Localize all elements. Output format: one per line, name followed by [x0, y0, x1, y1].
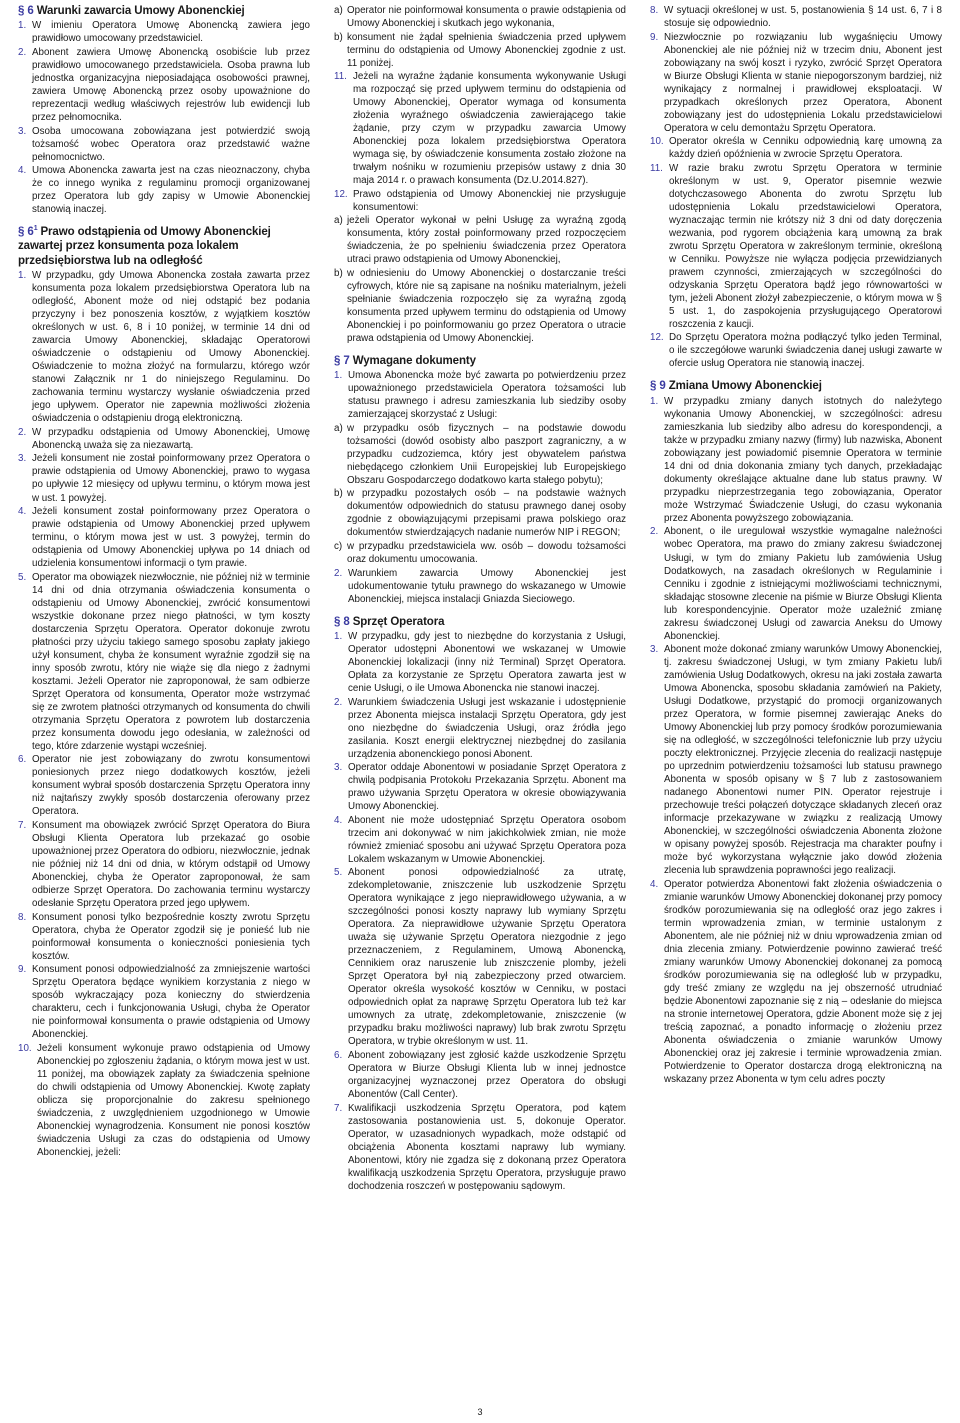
list-item: 4. Operator potwierdza Abonentowi fakt złożenia oświadczenia o zmianie warunków Umowy Abonenckiej dokonanej przy pomocy środków porozumiewania się na odległość oraz jego zakres i termin wprowadzenia zmian, w terminie ustalonym z Abonentem, ale nie później niż w dniu wprowadzenia zmian od dnia zlecenia zmiany. Potwierdzenie powinno zawierać treść zmiany warunków Umowy Abonenckiej dokonanej za pomocą środków porozumiewania się na odległość lub w przypadku, gdy treść zmiany ze względu na jej obszerność utrudniać będzie Abonentowi zapoznanie się z nią – odesłanie do miejsca na stronie internetowej Operatora, gdzie Abonent może się z jej treścią zapoznać, a ponadto informację o złożeniu przez Abonenta oświadczenia o zmianie warunków Umowy Abonenckiej oraz jej zakresie i terminie wprowadzenia zmian. Potwierdzenie to Operator dostarcza drogą elektroniczną na wskazany przez Abonenta w tym celu adres poczty	[650, 878, 942, 1086]
list-item: 2. Warunkiem świadczenia Usługi jest wskazanie i udostępnienie przez Abonenta miejsca instalacji Sprzętu Operatora, gdy jest ono niezbędne do świadczenia Usługi, oraz źródła jego zasilania. Koszt energii elektrycznej niezbędnej do zasilania urządzenia abonenckiego ponosi Abonent.	[334, 696, 626, 760]
list-item: 1. W przypadku, gdy Umowa Abonencka została zawarta przez konsumenta poza lokalem przedsiębiorstwa Operatora lub na odległość, Abonent może od niej odstąpić bez podania przyczyny i bez ponoszenia kosztów, z wyjątkiem kosztów określonych w ust. 6, 8 i 10 poniżej, w terminie 14 dni od zawarcia Umowy Abonenckiej, składając Operatorowi oświadczenie o odstąpieniu od Umowy Abonenckiej. Oświadczenie to można złożyć na formularzu, którego wzór stanowi Załącznik nr 1 do niniejszego Regulaminu. Do zachowania terminu wystarczy wysłanie oświadczenia przed jego upływem. Operator nie zapewnia możliwości złożenia oświadczenia o odstąpieniu drogą elektroniczną.	[18, 270, 310, 425]
list-subitem: b) konsument nie żądał spełnienia świadczenia przed upływem terminu do odstąpienia od Umowy Abonenckiej zgodnie z ust. 11 poniżej.	[334, 31, 626, 69]
section-6-title: Warunki zawarcia Umowy Abonenckiej	[36, 5, 245, 17]
list-item: 3. Operator oddaje Abonentowi w posiadanie Sprzęt Operatora z chwilą podpisania Protokołu Przekazania Sprzętu. Abonent ma prawo używania Sprzętu Operatora w okresie obowiązywania Umowy Abonenckiej.	[334, 762, 626, 813]
list-item: 3. Jeżeli konsument nie został poinformowany przez Operatora o prawie odstąpienia od Umowy Abonenckiej, prawo to wygasa po upływie 12 miesięcy od upływu terminu, o którym mowa jest w ust. 1 powyżej.	[18, 453, 310, 504]
section-8-heading	[334, 615, 626, 629]
list-item: 1. W przypadku, gdy jest to niezbędne do korzystania z Usługi, Operator udostępni Abonentowi we wskazanej w Umowie Abonenckiej lokalizacji (inny niż Terminal) Sprzęt Operatora. Opłata za korzystanie ze Sprzętu Operatora zawarta jest w cenie Usługi, o ile Umowa Abonencka nie stanowi inaczej.	[334, 630, 626, 694]
section-6-heading	[18, 4, 310, 18]
column-middle	[334, 4, 626, 1423]
list-item: 2. W przypadku odstąpienia od Umowy Abonenckiej, Umowę Abonencką uważa się za niezawartą.	[18, 426, 310, 451]
list-subitem: b) w przypadku pozostałych osób – na podstawie ważnych dokumentów odpowiednich do statusu prawnego danej osoby zgodnie z obowiązującymi przepisami prawa polskiego oraz dokumentów stwierdzających nadanie numerów NIP i REGON;	[334, 488, 626, 539]
list-item: 12. Do Sprzętu Operatora można podłączyć tylko jeden Terminal, o ile szczegółowe warunki świadczenia danej usługi zawarte w ofercie usług Operatora nie stanowią inaczej.	[650, 332, 942, 370]
list-item: 11. W razie braku zwrotu Sprzętu Operatora w terminie określonym w ust. 9, Operator pisemnie wezwie dotychczasowego Abonenta do zwrotu Sprzętu lub udostępnienia Lokalu przedstawicielowi Operatora, wyznaczając termin nie krótszy niż 3 dni od daty doręczenia wezwania, pod rygorem obciążenia karą umowną za brak zwrotu Sprzętu Operatora w zakreślonym terminie, określoną w Cenniku. Powyższe nie wyłącza podjęcia przewidzianych prawem czynności, zmierzających w szczególności do odzyskania Sprzętu Operatora bądź jego równowartości w tym, jeżeli Abonent złożył zabezpieczenie, o którym mowa w § 5 ust. 1, do zaspokojenia przysługującego Operatorowi roszczenia z kaucji.	[650, 162, 942, 330]
section-9-number: § 9	[650, 380, 666, 393]
list-subitem: a) jeżeli Operator wykonał w pełni Usługę za wyraźną zgodą konsumenta, który został poinformowany przed rozpoczęciem świadczenia, że po spełnieniu świadczenia przez Operatora utraci prawo odstąpienia od Umowy Abonenckiej,	[334, 215, 626, 266]
list-item: 9. Konsument ponosi odpowiedzialność za zmniejszenie wartości Sprzętu Operatora będące wynikiem korzystania z niego w sposób wykraczający poza konieczny do stwierdzenia charakteru, cech i funkcjonowania Usługi, chyba że Operator nie poinformował konsumenta o prawie odstąpienia od Umowy Abonenckiej.	[18, 964, 310, 1041]
list-item: 10. Operator określa w Cenniku odpowiednią karę umowną za każdy dzień opóźnienia w zwrocie Sprzętu Operatora.	[650, 136, 942, 161]
list-item: 8. Konsument ponosi tylko bezpośrednie koszty zwrotu Sprzętu Operatora, chyba że Operator zgodził się je ponieść lub nie poinformował konsumenta o konieczności poniesienia tych kosztów.	[18, 911, 310, 962]
list-subitem: a) Operator nie poinformował konsumenta o prawie odstąpienia od Umowy Abonenckiej i skutkach jego wykonania,	[334, 5, 626, 30]
section-7-heading	[334, 354, 626, 368]
list-item: 7. Konsument ma obowiązek zwrócić Sprzęt Operatora do Biura Obsługi Klienta Operatora lub przekazać go osobie upoważnionej przez Operatora do odbioru, niezwłocznie, jednak nie później niż 14 dni od dnia, w którym odstąpił od Umowy Abonenckiej, chyba że Operator zaproponował, że sam odbierze Sprzęt Operatora. Do zachowania terminu wystarczy odesłanie Sprzętu Operatora przed jego upływem.	[18, 819, 310, 909]
list-subitem: a) w przypadku osób fizycznych – na podstawie dowodu tożsamości (dowód osobisty albo paszport zagraniczny, a w przypadku cudzoziemca, który jest obywatelem państwa niebędącego członkiem Unii Europejskiej lub Europejskiego Obszaru Gospodarczego dodatkowo karta stałego pobytu);	[334, 422, 626, 486]
list-item: 12. Prawo odstąpienia od Umowy Abonenckiej nie przysługuje konsumentowi:	[334, 188, 626, 213]
section-9-title: Zmiana Umowy Abonenckiej	[668, 380, 822, 393]
list-item: 7. Kwalifikacji uszkodzenia Sprzętu Operatora, pod kątem zastosowania postanowienia ust. 5, dokonuje Operator. Operator, w uzasadnionych wypadkach, może odstąpić od obciążenia Abonenta kosztami naprawy lub wymiany. Abonentowi, który nie zgadza się z dokonaną przez Operatora kwalifikacją uszkodzenia Sprzętu Operatora, przysługuje prawo dochodzenia roszczeń w postępowaniu sądowym.	[334, 1102, 626, 1192]
list-item: 4. Jeżeli konsument został poinformowany przez Operatora o prawie odstąpienia od Umowy Abonenckiej przed upływem terminu, o którym mowa jest w ust. 3 powyżej, termin do odstąpienia od Umowy Abonenckiej upływa po 14 dniach od udzielenia konsumentowi informacji o tym prawie.	[18, 506, 310, 570]
list-item: 9. Niezwłocznie po rozwiązaniu lub wygaśnięciu Umowy Abonenckiej ale nie później niż w trzecim dniu, Abonent jest zobowiązany na swój koszt i ryzyko, zwrócić Sprzęt Operatora w Biurze Obsługi Klienta w stanie niepogorszonym bardziej, niż wynikający z normalnej i prawidłowej eksploatacji. W przypadkach określonych przez Operatora, Abonent zobowiązany jest do udostępnienia Lokalu przedstawicielowi Operatora w celu demontażu Sprzętu Operatora.	[650, 31, 942, 134]
section-8-number: § 8	[334, 615, 350, 628]
list-item: 1. Umowa Abonencka może być zawarta po potwierdzeniu przez upoważnionego przedstawiciela Operatora tożsamości lub statusu prawnego i adresu zamieszkania lub siedziby osoby zamierzającej skorzystać z Usługi:	[334, 370, 626, 421]
list-item: 5. Operator ma obowiązek niezwłocznie, nie później niż w terminie 14 dni od dnia otrzymania oświadczenia konsumenta o odstąpieniu od Umowy Abonenckiej, zwrócić konsumentowi wszystkie dokonane przez niego płatności, w tym koszty dostarczenia Sprzętu Operatora. Operator dokonuje zwrotu płatności przy użyciu takiego samego sposobu zapłaty jakiego użył konsument, chyba że konsument wyraźnie zgodził się na inny sposób zwrotu, który nie wiąże się dla niego z żadnymi kosztami. Jeżeli Operator nie zaproponował, że sam odbierze Sprzęt Operatora od konsumenta, Operator może wstrzymać się ze zwrotem płatności otrzymanych od konsumenta do chwili otrzymania Sprzętu Operatora z powrotem lub dostarczenia przez konsumenta dowodu jego odesłania, w zależności od tego, które zdarzenie wystąpi wcześniej.	[18, 571, 310, 752]
section-8-title: Sprzęt Operatora	[352, 615, 445, 628]
section-7-title: Wymagane dokumenty	[352, 354, 476, 367]
list-item: 10. Jeżeli konsument wykonuje prawo odstąpienia od Umowy Abonenckiej po zgłoszeniu żądania, o którym mowa jest w ust. 11 poniżej, ma obowiązek zapłaty za świadczenia spełnione do chwili odstąpienia od Umowy Abonenckiej. Kwotę zapłaty oblicza się proporcjonalnie do zakresu spełnionego świadczenia, z uwzględnieniem uzgodnionego w Umowie Abonenckiej wynagrodzenia. Konsument nie ponosi kosztów świadczenia Usługi za czas do odstąpienia od Umowy Abonenckiej, jeżeli:	[18, 1042, 310, 1158]
list-item: 2. Abonent, o ile uregulował wszystkie wymagalne należności wobec Operatora, ma prawo do zmiany zakresu świadczonej Usługi, w tym do zmiany Pakietu lub zamówienia Usług Dodatkowych, na zasadach określonych w Regulaminie i Cenniku i zgodnie z istniejącymi możliwościami technicznymi, składając stosowne zlecenie na piśmie w Biurze Obsługi Klienta lub korespondencyjnie. Operator może uzależnić zmianę zakresu świadczonej Usługi od zawarcia Aneksu do Umowy Abonenckiej.	[650, 526, 942, 642]
list-subitem: c) w przypadku przedstawiciela ww. osób – dowodu tożsamości oraz dokumentu umocowania.	[334, 540, 626, 565]
section-7-number: § 7	[334, 354, 350, 367]
list-item: 8. W sytuacji określonej w ust. 5, postanowienia § 14 ust. 6, 7 i 8 stosuje się odpowiednio.	[650, 5, 942, 30]
list-item: 6. Operator nie jest zobowiązany do zwrotu konsumentowi poniesionych przez niego dodatkowych kosztów, jeżeli konsument wybrał sposób dostarczenia Sprzętu Operatora inny niż najtańszy zwykły sposób dostarczenia oferowany przez Operatora.	[18, 754, 310, 818]
list-item: 6. Abonent zobowiązany jest zgłosić każde uszkodzenie Sprzętu Operatora w Biurze Obsługi Klienta lub w innej jednostce organizacyjnej wyznaczonej przez Operatora do obsługi Abonentów (Call Center).	[334, 1049, 626, 1100]
list-item: 2. Abonent zawiera Umowę Abonencką osobiście lub przez prawidłowo umocowanego przedstawiciela. Osoba prawna lub jednostka organizacyjna nieposiadająca osobowości prawnej, zawiera Umowę Abonencką przez osoby upoważnione do reprezentacji według właściwych rejestrów lub ewidencji lub przez pełnomocnika.	[18, 46, 310, 123]
list-item: 3. Osoba umocowana zobowiązana jest potwierdzić swoją tożsamość wobec Operatora oraz przedstawić ważne pełnomocnictwo.	[18, 125, 310, 163]
list-item: 1. W imieniu Operatora Umowę Abonencką zawiera jego prawidłowo umocowany przedstawiciel.	[18, 20, 310, 45]
list-item: 4. Abonent nie może udostępniać Sprzętu Operatora osobom trzecim ani dokonywać w nim jakichkolwiek zmian, nie może również zmieniać sposobu ani używać Sprzętu Operatora poza Lokalem wskazanym w Umowie Abonenckiej.	[334, 814, 626, 865]
list-item: 5. Abonent ponosi odpowiedzialność za utratę, zdekompletowanie, zniszczenie lub uszkodzenie Sprzętu Operatora wynikające z jego nieprawidłowego używania, a w szczególności ponosi koszty naprawy lub wymiany Sprzętu Operatora. Za nieprawidłowe używanie Sprzętu Operatora uważa się używanie Sprzętu Operatora niezgodnie z jego przeznaczeniem, z Regulaminem, Umową Abonencką, Cennikiem oraz naruszenie lub zniszczenie plomby, jeżeli Sprzęt Operatora był nią zabezpieczony przed otwarciem. Operator określa wysokość kosztów w Cenniku, w postaci odpowiednich opłat za naprawę Sprzętu Operatora lub też kar umownych za utratę, zdekompletowanie, zniszczenie (w przypadku braku możliwości naprawy) lub brak zwrotu Sprzętu Operatora, w trybie określonym w ust. 11.	[334, 867, 626, 1048]
section-9-heading	[650, 379, 942, 393]
column-left	[18, 4, 310, 1423]
list-subitem: b) w odniesieniu do Umowy Abonenckiej o dostarczanie treści cyfrowych, które nie są zapisane na nośniku materialnym, jeżeli spełnianie świadczenia rozpoczęło się za wyraźną zgodą konsumenta przed upływem terminu do odstąpienia od Umowy Abonenckiej i po poinformowaniu go przez Operatora o utracie prawa odstąpienia od Umowy Abonenckiej.	[334, 267, 626, 344]
section-6-1-title: Prawo odstąpienia od Umowy Abonenckiej zawartej przez konsumenta poza lokalem przedsiębiorstwa lub na odległość	[18, 226, 271, 267]
section-6-number: § 6	[18, 5, 34, 17]
list-item: 1. W przypadku zmiany danych istotnych do należytego wykonania Umowy Abonenckiej, w szczególności: adresu zamieszkania lub siedziby albo adresu do korespondencji, a także w przypadku zmiany nazwy (firmy) lub nazwiska, Abonent zobowiązany jest powiadomić pisemnie Operatora w terminie 14 dni od dnia dokonania zmiany tych danych, przekładając dokumenty określające aktualne dane lub status prawny. W przypadku nieprzestrzegania tego zobowiązania, Operator może Wstrzymać Świadczenie Usługi, do czasu wykonania przez Abonenta powyższego zobowiązania.	[650, 395, 942, 524]
section-6-1-heading	[18, 225, 310, 268]
list-item: 4. Umowa Abonencka zawarta jest na czas nieoznaczony, chyba że co innego wynika z regulaminu promocji organizowanej przez Operatora lub gdy zapisy w Umowie Abonenckiej stanowią inaczej.	[18, 165, 310, 216]
list-item: 2. Warunkiem zawarcia Umowy Abonenckiej jest udokumentowanie tytułu prawnego do wskazanego w Umowie Abonenckiej, miejsca instalacji Gniazda Sieciowego.	[334, 567, 626, 605]
list-item: 11. Jeżeli na wyraźne żądanie konsumenta wykonywanie Usługi ma rozpocząć się przed upływem terminu do odstąpienia od Umowy Abonenckiej, Operator wymaga od konsumenta złożenia wyraźnego oświadczenia zawierającego takie żądanie, przy czym w przypadku zawarcia Umowy Abonenckiej poza lokalem przedsiębiorstwa Operatora wymaga się, by oświadczenie konsumenta zostało złożone na trwałym nośniku w rozumieniu przepisów ustawy z dnia 30 maja 2014 r. o prawach konsumenta (Dz.U.2014.827).	[334, 71, 626, 187]
column-right	[650, 4, 942, 1423]
list-item: 3. Abonent może dokonać zmiany warunków Umowy Abonenckiej, tj. zakresu świadczonej Usługi, w tym zmiany Pakietu lub/i zamówienia Usług Dodatkowych, okresu na jaki została zawarta Umowa Abonencka, sposobu składania zamówień na Pakiety, Usługi Dodatkowe, przystąpić do promocji organizowanych przez Operatora, w formie pisemnej zawierając Aneks do Umowy Abonenckiej lub przy pomocy środków porozumiewania się na odległość, w szczególności telefonicznie lub przy użyciu poczty elektronicznej. Przyjęcie zlecenia do realizacji następuje po uprzednim potwierdzeniu tożsamości lub statusu prawnego Abonenta w sposób opisany w § 7 lub z zastosowaniem nadanego Abonentowi numer PIN. Operator rejestruje i przechowuje treści połączeń dotyczące składanych zleceń oraz informacje przekazywane w związku z realizacją Umowy Abonenckiej, w szczególności oświadczenia Abonenta złożone w opisany powyżej sposób. Rejestracja ma charakter poufny i może być wykorzystana wyłącznie jako dowód złożenia zlecenia lub sprawdzenia poprawności jego realizacji.	[650, 644, 942, 877]
section-6-1-number: § $6^1$	[18, 225, 38, 239]
page-number: 3	[477, 1407, 483, 1417]
